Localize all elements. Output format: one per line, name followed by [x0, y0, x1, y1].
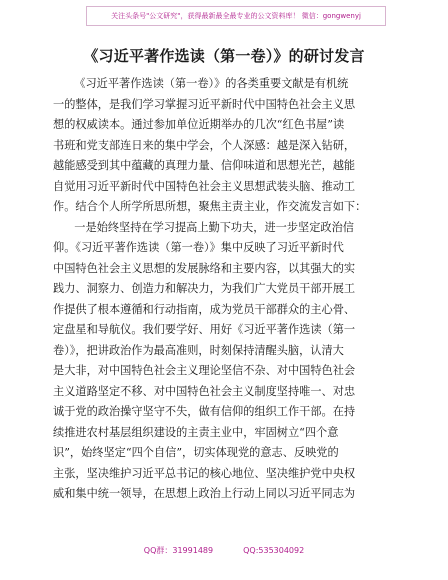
promo-banner: 关注头条号"公文研究"，获得最新最全最专业的公文资料库！ 微信：gongwenyj: [86, 6, 386, 26]
qq-number: QQ:535304092: [243, 546, 305, 555]
body-line: 是大非，对中国特色社会主义理论坚信不杂、对中国特色社会: [53, 364, 356, 377]
document-title: 《习近平著作选读（第一卷）》的研讨发言: [83, 47, 365, 65]
body-line: 自觉用习近平新时代中国特色社会主义思想武装头脑、推动工: [53, 179, 356, 193]
document-body: [53, 74, 397, 505]
body-line: 威和集中统一领导，在思想上政治上行动上同以习近平同志为: [53, 487, 356, 500]
body-line: 想的权威读本。通过参加单位近期举办的几次“红色书屋”读: [53, 118, 345, 131]
body-line: 续推进农村基层组织建设的主责主业中，牢固树立“四个意: [53, 425, 339, 439]
body-line: 卷）》，把讲政治作为最高准则，时刻保持清醒头脑，认清大: [53, 343, 344, 357]
body-line: 越能感受到其中蕴藏的真理力量、信仰味道和思想光芒，越能: [53, 159, 356, 172]
body-line: 践力、洞察力、创造力和解决力，为我们广大党员干部开展工: [53, 282, 356, 295]
body-line: 一是始终坚持在学习提高上勤下功夫，进一步坚定政治信: [74, 220, 354, 234]
body-line: 主张，坚决维护习近平总书记的核心地位、坚决维护党中央权: [53, 466, 356, 480]
body-line: 作提供了根本遵循和行动指南，成为党员干部群众的主心骨、: [53, 302, 356, 316]
body-line: 定盘星和导航仪。我们要学好、用好《习近平著作选读（第一: [53, 323, 356, 336]
contact-footer: [0, 545, 448, 557]
body-line: 诚于党的政治操守坚守不失，做有信仰的组织工作干部。在持: [53, 405, 356, 418]
body-line: 仰。《习近平著作选读（第一卷）》集中反映了习近平新时代: [53, 241, 344, 254]
body-line: 书班和党支部连日来的集中学会，个人深感：越是深入钻研，: [53, 138, 356, 152]
qq-group-number: QQ群：31991489: [143, 546, 214, 555]
body-line: 识”，始终坚定“四个自信”，切实体现党的意志、反映党的: [53, 446, 339, 459]
body-line: 主义道路坚定不移、对中国特色社会主义制度坚持唯一、对忠: [53, 384, 356, 398]
body-line: 中国特色社会主义思想的发展脉络和主要内容，以其强大的实: [53, 261, 356, 275]
body-line: 《习近平著作选读（第一卷）》的各类重要文献是有机统: [74, 77, 349, 90]
body-line: 作。结合个人所学所思所想，聚焦主责主业，作交流发言如下：: [53, 200, 367, 213]
body-line: 一的整体，是我们学习掌握习近平新时代中国特色社会主义思: [53, 97, 356, 111]
